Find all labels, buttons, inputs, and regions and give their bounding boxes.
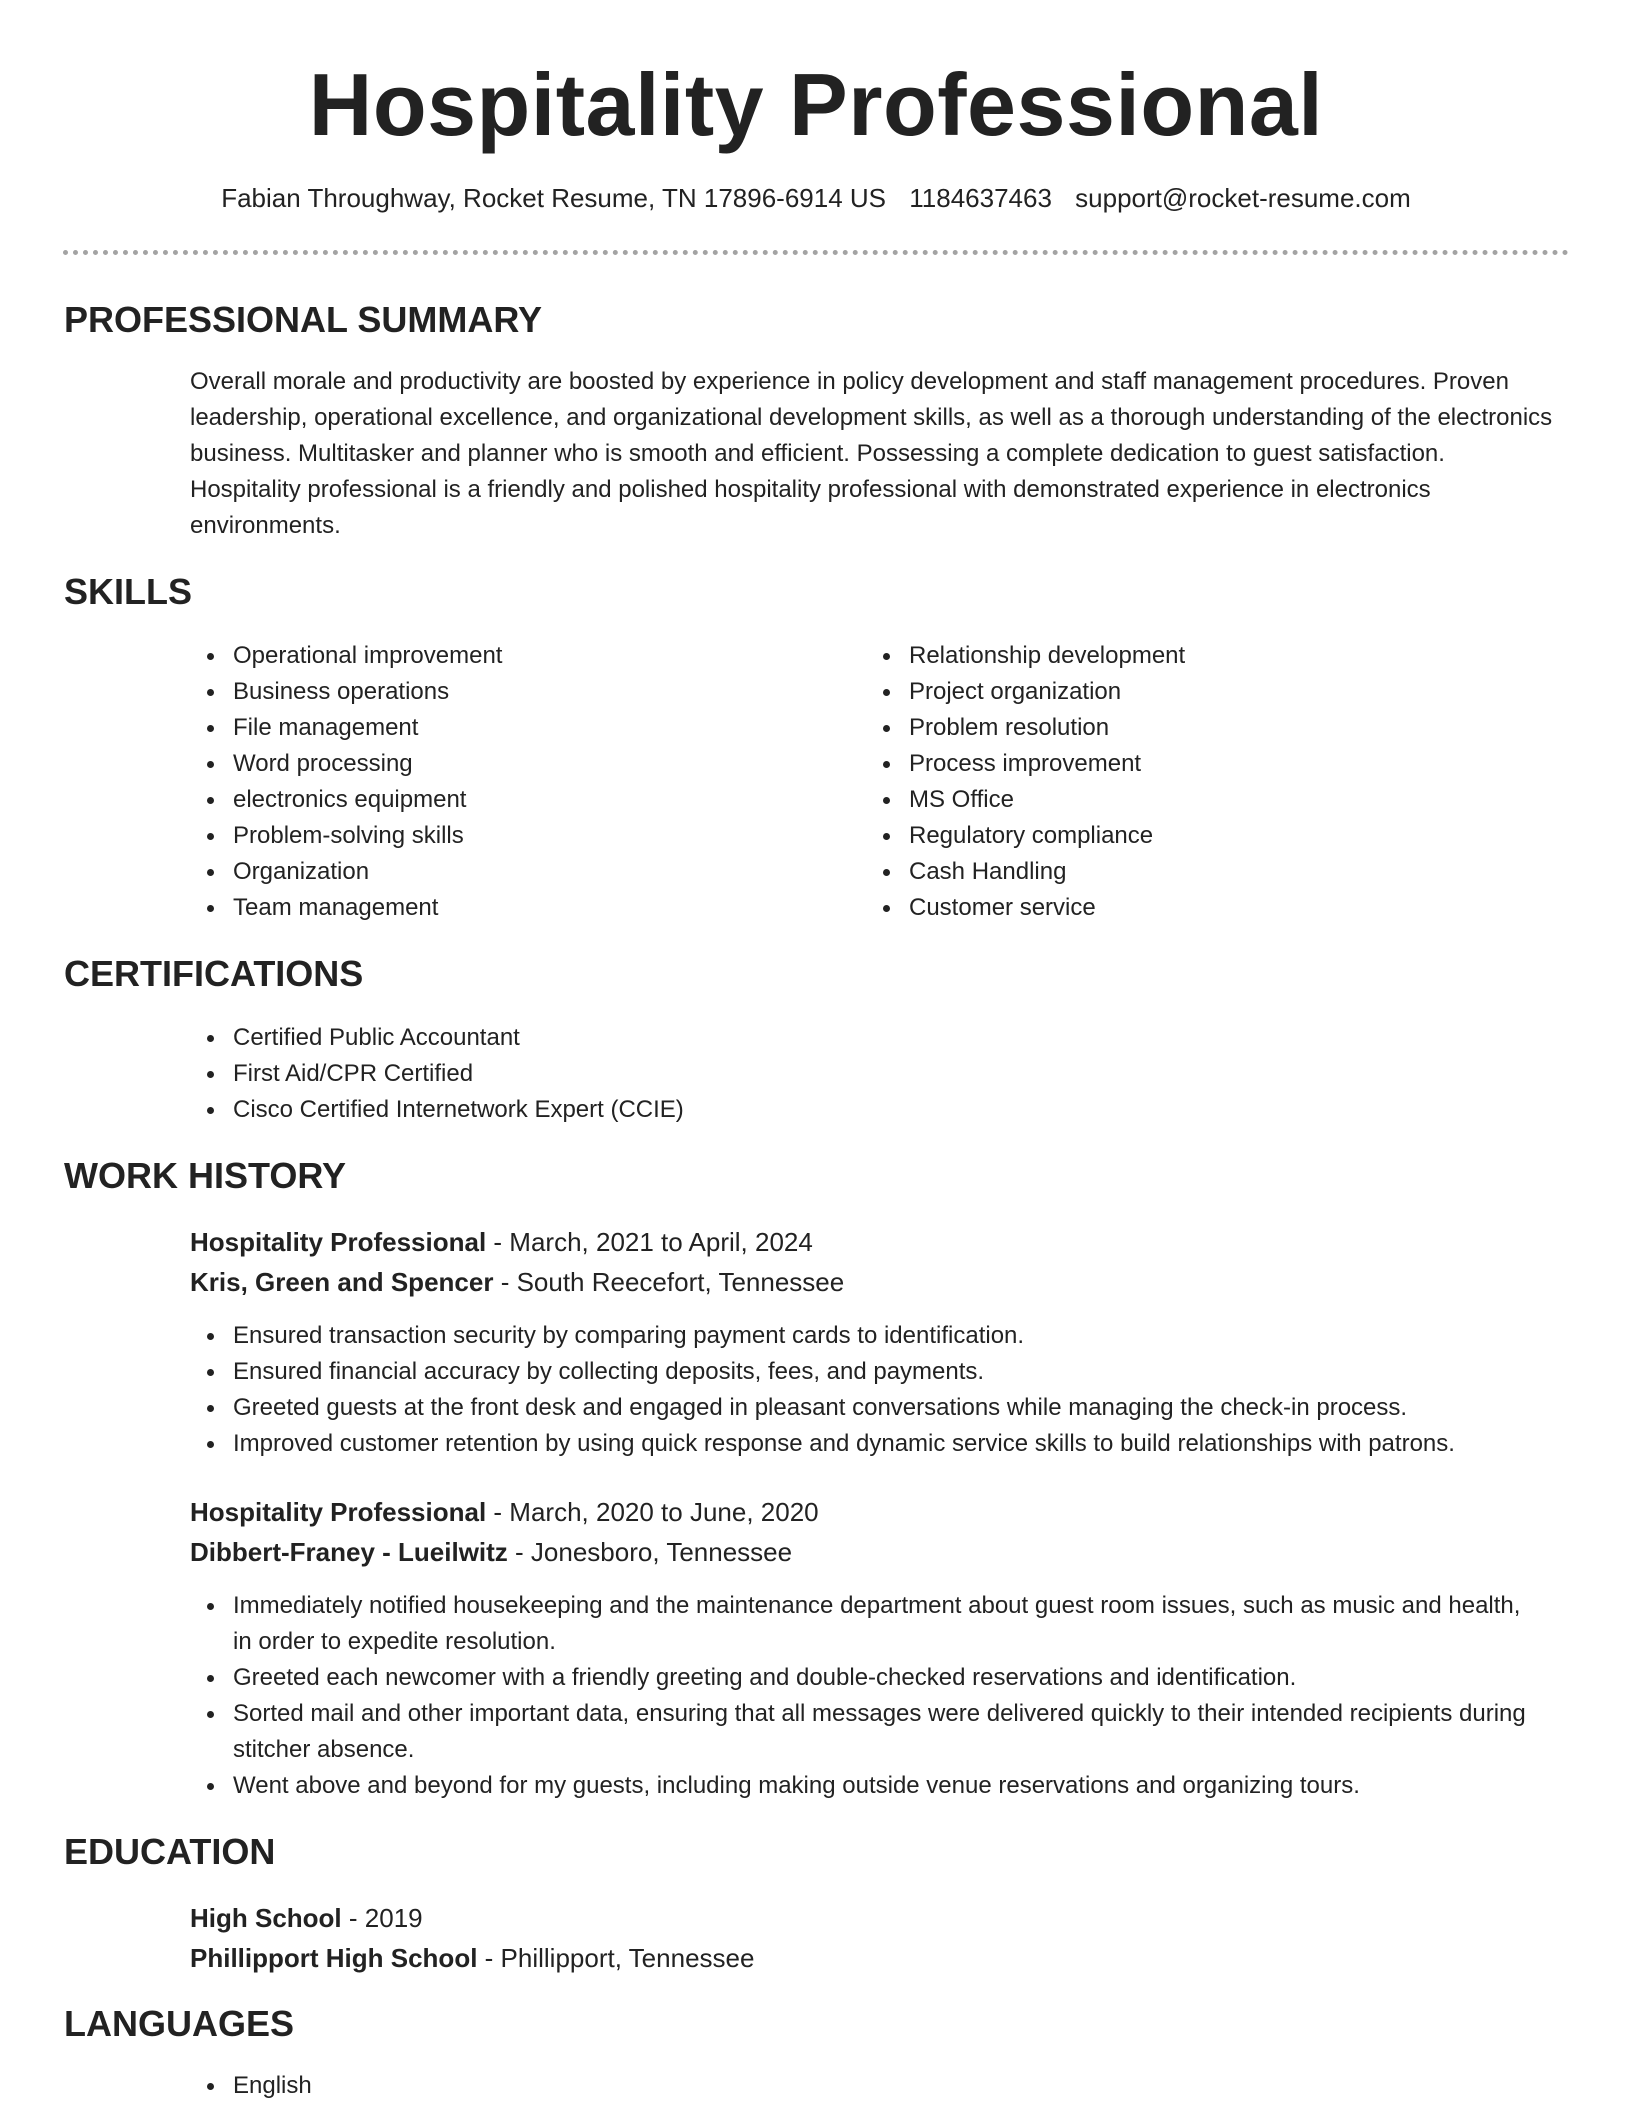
- job-1-company: Kris, Green and Spencer: [190, 1267, 494, 1297]
- education-location: - Phillipport, Tennessee: [484, 1943, 755, 1973]
- job-1-company-line: [190, 1262, 844, 1302]
- resume-name: Hospitality Professional: [308, 55, 1324, 154]
- languages-heading-text: LANGUAGES: [64, 2003, 295, 2044]
- list-item: Regulatory compliance: [866, 818, 1546, 854]
- list-item: Cash Handling: [866, 854, 1546, 890]
- contact-email: support@rocket-resume.com: [1075, 183, 1411, 213]
- skills-list-left: [190, 638, 810, 926]
- list-item: Customer service: [866, 890, 1546, 926]
- education-year: - 2019: [348, 1903, 423, 1933]
- skills-heading-text: SKILLS: [64, 571, 193, 612]
- job-2-company-line: [190, 1532, 792, 1572]
- job-1-role: Hospitality Professional: [190, 1227, 487, 1257]
- skills-heading: [64, 570, 192, 614]
- languages-list: [190, 2068, 790, 2104]
- contact-address: Fabian Throughway, Rocket Resume, TN 17896-6914 US: [221, 183, 887, 213]
- job-2-location: - Jonesboro, Tennessee: [515, 1537, 793, 1567]
- job-1-location: - South Reecefort, Tennessee: [500, 1267, 845, 1297]
- education-school: Phillipport High School: [190, 1943, 478, 1973]
- list-item: Sorted mail and other important data, ensuring that all messages were delivered quickly to their intended recipients during stitcher absence.: [190, 1696, 1530, 1768]
- job-2-dates: - March, 2020 to June, 2020: [493, 1497, 819, 1527]
- list-item: Word processing: [190, 746, 810, 782]
- list-item: Business operations: [190, 674, 810, 710]
- list-item: Process improvement: [866, 746, 1546, 782]
- summary-text: Overall morale and productivity are boosted by experience in policy development and staff management procedures. Proven leadership, operational excellence, and organizational development skills, as well as a thorough understanding of the electronics business. Multitasker and planner who is smooth and efficient. Possessing a complete dedication to guest satisfaction. Hospitality professional is a friendly and polished hospitality professional with demonstrated experience in electronics environments.: [190, 368, 1553, 539]
- certifications-heading-text: CERTIFICATIONS: [64, 953, 364, 994]
- summary-heading: [64, 298, 542, 342]
- certifications-list: [190, 1020, 1550, 1128]
- languages-heading: [64, 2002, 294, 2046]
- job-2-role: Hospitality Professional: [190, 1497, 487, 1527]
- list-item: Relationship development: [866, 638, 1546, 674]
- list-item: Operational improvement: [190, 638, 810, 674]
- certifications-heading: [64, 952, 363, 996]
- education-school-line: [190, 1938, 754, 1978]
- job-1-title-line: [190, 1222, 813, 1262]
- list-item: Cisco Certified Internetwork Expert (CCIE): [190, 1092, 1550, 1128]
- list-item: Went above and beyond for my guests, including making outside venue reservations and organizing tours.: [190, 1768, 1530, 1804]
- work-history-heading-text: WORK HISTORY: [64, 1155, 347, 1196]
- education-heading-text: EDUCATION: [64, 1831, 276, 1872]
- summary-heading-text: PROFESSIONAL SUMMARY: [64, 299, 543, 340]
- list-item: Certified Public Accountant: [190, 1020, 1550, 1056]
- list-item: Improved customer retention by using quick response and dynamic service skills to build relationships with patrons.: [190, 1426, 1570, 1462]
- job-1-bullets: [190, 1318, 1570, 1462]
- education-degree-line: [190, 1898, 423, 1938]
- list-item: First Aid/CPR Certified: [190, 1056, 1550, 1092]
- list-item: Problem-solving skills: [190, 818, 810, 854]
- job-2-bullets: [190, 1588, 1530, 1804]
- list-item: Greeted each newcomer with a friendly greeting and double-checked reservations and identification.: [190, 1660, 1530, 1696]
- job-2-company: Dibbert-Franey - Lueilwitz: [190, 1537, 508, 1567]
- list-item: MS Office: [866, 782, 1546, 818]
- list-item: electronics equipment: [190, 782, 810, 818]
- work-history-heading: [64, 1154, 346, 1198]
- list-item: Organization: [190, 854, 810, 890]
- list-item: File management: [190, 710, 810, 746]
- list-item: Project organization: [866, 674, 1546, 710]
- education-heading: [64, 1830, 275, 1874]
- skills-list-right: [866, 638, 1546, 926]
- job-2-title-line: [190, 1492, 819, 1532]
- list-item: Ensured financial accuracy by collecting deposits, fees, and payments.: [190, 1354, 1570, 1390]
- contact-line: [0, 180, 1632, 216]
- list-item: Immediately notified housekeeping and the maintenance department about guest room issues, such as music and health, in order to expedite resolution.: [190, 1588, 1530, 1660]
- list-item: Team management: [190, 890, 810, 926]
- list-item: Ensured transaction security by comparing payment cards to identification.: [190, 1318, 1570, 1354]
- header-divider: [63, 250, 1569, 255]
- job-1-dates: - March, 2021 to April, 2024: [493, 1227, 813, 1257]
- list-item: English: [190, 2068, 790, 2104]
- list-item: Problem resolution: [866, 710, 1546, 746]
- list-item: Greeted guests at the front desk and engaged in pleasant conversations while managing the check-in process.: [190, 1390, 1570, 1426]
- contact-phone: 1184637463: [909, 183, 1052, 213]
- education-degree: High School: [190, 1903, 342, 1933]
